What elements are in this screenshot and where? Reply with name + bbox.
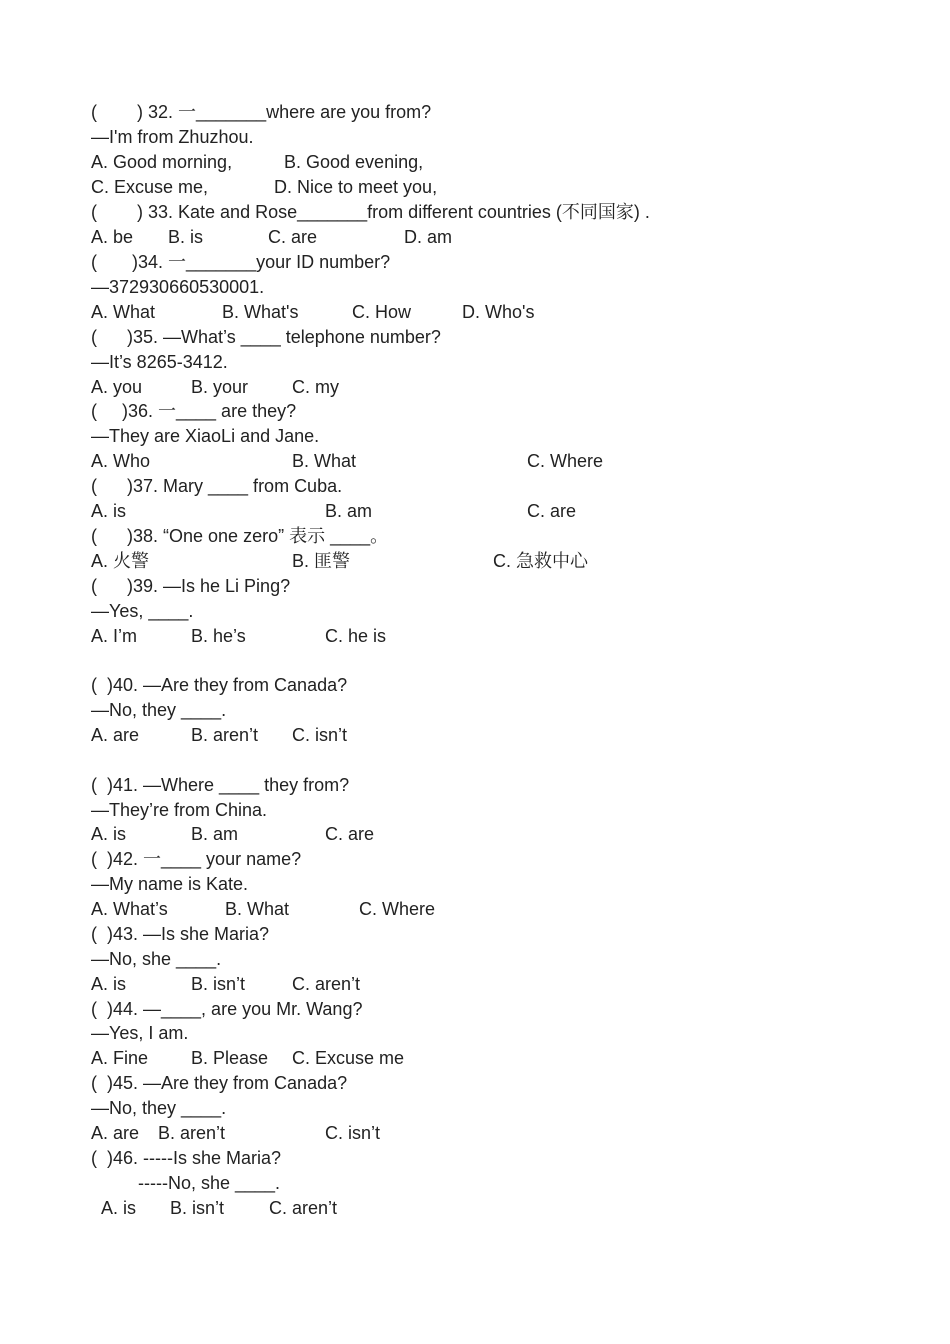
option-text: C. he is [325,626,387,646]
line-text: —It’s 8265-3412. [91,352,228,372]
line-text: —My name is Kate. [91,874,249,894]
question-prompt [0,1071,950,1096]
line-text: ( )34. 一_______your ID number? [91,252,391,272]
dialogue-response [0,1171,950,1196]
dialogue-response [0,424,950,449]
question-prompt [0,250,950,275]
option-text: A. I’m [91,626,138,646]
question-prompt [0,773,950,798]
question-prompt [0,100,950,125]
option-text: C. Where [359,899,436,919]
answer-options [0,549,950,574]
dialogue-response [0,599,950,624]
option-text: A. 火警 [91,551,150,571]
option-text: C. are [527,501,577,521]
option-text: A. is [91,974,127,994]
option-text: A. be [91,227,134,247]
answer-options [0,1046,950,1071]
question-prompt [0,847,950,872]
option-text: B. What's [222,302,299,322]
option-text: B. What [292,451,357,471]
line-text: ( )40. —Are they from Canada? [91,675,348,695]
option-text: B. 匪警 [292,551,351,571]
line-text: —Yes, ____. [91,601,194,621]
answer-options [0,175,950,200]
option-text: C. Excuse me, [91,177,209,197]
option-text: B. Please [191,1048,269,1068]
option-text: A. are [91,725,140,745]
dialogue-response [0,798,950,823]
answer-options [0,624,950,649]
answer-options [0,1121,950,1146]
dialogue-response [0,1096,950,1121]
dialogue-response [0,350,950,375]
line-text: ( )45. —Are they from Canada? [91,1073,348,1093]
option-text: C. aren’t [292,974,361,994]
line-text: ( )35. —What’s ____ telephone number? [91,327,441,347]
question-prompt [0,673,950,698]
line-text: —No, they ____. [91,700,227,720]
line-text: ( )46. -----Is she Maria? [91,1148,282,1168]
line-text: —I'm from Zhuzhou. [91,127,254,147]
answer-options [0,1196,950,1221]
line-text: ( )42. 一____ your name? [91,849,302,869]
option-text: A. Who [91,451,151,471]
option-text: B. What [225,899,290,919]
option-text: C. are [268,227,318,247]
option-text: A. Good morning, [91,152,233,172]
dialogue-response [0,947,950,972]
line-text: —They’re from China. [91,800,268,820]
option-text: C. Excuse me [292,1048,405,1068]
line-text: ( )38. “One one zero” 表示 ____。 [91,526,389,546]
question-prompt [0,997,950,1022]
option-text: B. aren’t [158,1123,226,1143]
option-text: A. What [91,302,156,322]
dialogue-response [0,872,950,897]
line-text: —They are XiaoLi and Jane. [91,426,320,446]
option-text: C. are [325,824,375,844]
option-text: C. Where [527,451,604,471]
option-text: B. am [325,501,373,521]
answer-options [0,449,950,474]
option-text: A. are [91,1123,140,1143]
question-prompt [0,1146,950,1171]
option-text: B. he’s [191,626,246,646]
answer-options [0,723,950,748]
dialogue-response [0,1021,950,1046]
question-prompt [0,524,950,549]
answer-options [0,225,950,250]
option-text: A. What’s [91,899,168,919]
answer-options [0,897,950,922]
answer-options [0,375,950,400]
line-text: ( )44. —____, are you Mr. Wang? [91,999,363,1019]
option-text: B. Good evening, [284,152,424,172]
line-text: ( )43. —Is she Maria? [91,924,270,944]
question-prompt [0,922,950,947]
option-text: A. is [101,1198,137,1218]
option-text: B. isn’t [191,974,246,994]
option-text: D. am [404,227,453,247]
option-text: D. Nice to meet you, [274,177,438,197]
option-text: C. isn’t [325,1123,381,1143]
answer-options [0,300,950,325]
option-text: B. am [191,824,239,844]
line-text: —Yes, I am. [91,1023,189,1043]
option-text: C. my [292,377,339,397]
option-text: B. your [191,377,249,397]
answer-options [0,150,950,175]
question-prompt [0,574,950,599]
dialogue-response [0,698,950,723]
answer-options [0,822,950,847]
line-text: —372930660530001. [91,277,265,297]
line-text: —No, they ____. [91,1098,227,1118]
option-text: A. Fine [91,1048,149,1068]
option-text: B. isn’t [170,1198,225,1218]
option-text: B. aren’t [191,725,259,745]
question-prompt [0,474,950,499]
dialogue-response [0,275,950,300]
line-text: ( )39. —Is he Li Ping? [91,576,291,596]
question-prompt [0,399,950,424]
option-text: A. you [91,377,143,397]
option-text: A. is [91,824,127,844]
option-text: C. How [352,302,412,322]
question-prompt [0,200,950,225]
line-text: ( )37. Mary ____ from Cuba. [91,476,343,496]
dialogue-response [0,125,950,150]
option-text: C. aren’t [269,1198,338,1218]
line-text: ( ) 32. 一_______where are you from? [91,102,432,122]
line-text: -----No, she ____. [138,1173,281,1193]
option-text: A. is [91,501,127,521]
line-text: ( )41. —Where ____ they from? [91,775,350,795]
line-text: ( ) 33. Kate and Rose_______from different countries (不同国家) . [91,202,650,222]
question-prompt [0,325,950,350]
line-text: ( )36. 一____ are they? [91,401,297,421]
line-text: —No, she ____. [91,949,222,969]
option-text: C. 急救中心 [493,551,589,571]
option-text: D. Who's [462,302,535,322]
answer-options [0,972,950,997]
answer-options [0,499,950,524]
option-text: B. is [168,227,204,247]
option-text: C. isn’t [292,725,348,745]
